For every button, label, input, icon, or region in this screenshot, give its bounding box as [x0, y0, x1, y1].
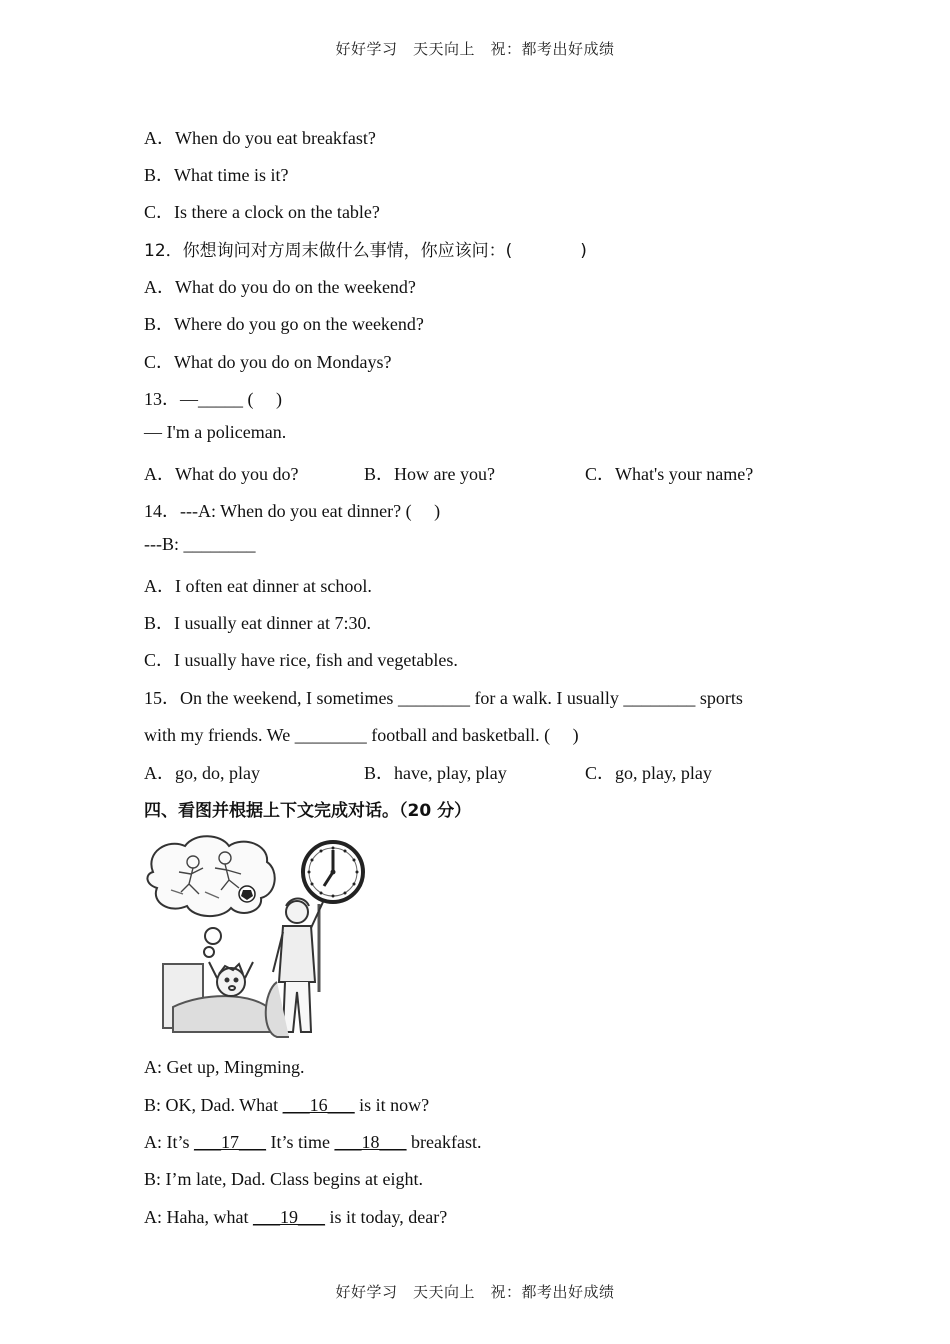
illustration-wake-up: [143, 832, 371, 1042]
page-header: 好好学习 天天向上 祝：都考出好成绩: [335, 40, 615, 58]
q14-stem: 14．---A: When do you eat dinner? ( ): [144, 501, 441, 521]
q11-option-c: C．Is there a clock on the table?: [144, 202, 380, 222]
q12-stem: 12．你想询问对方周末做什么事情，你应该问：( ): [144, 241, 587, 261]
dialogue-line-3-mid: It’s time: [266, 1132, 335, 1152]
q15-option-c: C．go, play, play: [585, 763, 712, 783]
q13-reply: — I'm a policeman.: [144, 422, 287, 442]
boy-icon: [209, 962, 253, 996]
clock-icon: [303, 842, 363, 902]
football-icon: [239, 886, 255, 902]
q11-option-a: A．When do you eat breakfast?: [144, 128, 376, 148]
thought-bubble-small: [204, 947, 214, 957]
dialogue-line-5-end: is it today, dear?: [324, 1207, 448, 1227]
q13-option-a: A．What do you do?: [144, 464, 299, 484]
q15-stem-line2: with my friends. We ________ football and basketball. ( ): [144, 725, 579, 745]
q12-option-a: A．What do you do on the weekend?: [144, 277, 416, 297]
page-footer: 好好学习 天天向上 祝：都考出好成绩: [335, 1283, 615, 1301]
q14-option-a: A．I often eat dinner at school.: [144, 576, 372, 596]
blank-18: ___18___: [334, 1132, 407, 1152]
dialogue-line-2: [144, 1095, 429, 1116]
dialogue-line-2-text: B: OK, Dad. What: [144, 1095, 283, 1115]
dialogue-line-5-text: A: Haha, what: [144, 1207, 253, 1227]
q13-option-c: C．What's your name?: [585, 464, 754, 484]
bed: [163, 964, 271, 1032]
q15-option-a: A．go, do, play: [144, 763, 260, 783]
q14-option-c: C．I usually have rice, fish and vegetables.: [144, 650, 458, 670]
dialogue-line-5: [144, 1207, 447, 1228]
q12-option-c: C．What do you do on Mondays?: [144, 352, 392, 372]
blank-19: ___19___: [252, 1207, 325, 1227]
section-4-title: 四、看图并根据上下文完成对话。（20 分）: [144, 801, 472, 821]
dialogue-line-4: B: I’m late, Dad. Class begins at eight.: [144, 1169, 423, 1189]
q14-option-b: B．I usually eat dinner at 7:30.: [144, 613, 371, 633]
blank-16: ___16___: [282, 1095, 355, 1115]
dialogue-line-2-end: is it now?: [354, 1095, 430, 1115]
dialogue-line-3-text: A: It’s: [144, 1132, 195, 1152]
dream-cloud: [147, 836, 274, 916]
blank-17: ___17___: [194, 1132, 267, 1152]
q15-option-b: B．have, play, play: [364, 763, 507, 783]
q11-option-b: B．What time is it?: [144, 165, 289, 185]
q12-option-b: B．Where do you go on the weekend?: [144, 314, 424, 334]
thought-bubble: [205, 928, 221, 944]
dialogue-line-1: A: Get up, Mingming.: [144, 1057, 305, 1077]
q13-stem: 13．—_____ ( ): [144, 389, 282, 409]
q13-option-b: B．How are you?: [364, 464, 495, 484]
dialogue-line-3: [144, 1132, 481, 1153]
q15-stem-line1: 15．On the weekend, I sometimes ________ for a walk. I usually ________ sports: [144, 688, 743, 708]
dialogue-line-3-end: breakfast.: [406, 1132, 482, 1152]
q14-reply: ---B: ________: [144, 534, 256, 554]
